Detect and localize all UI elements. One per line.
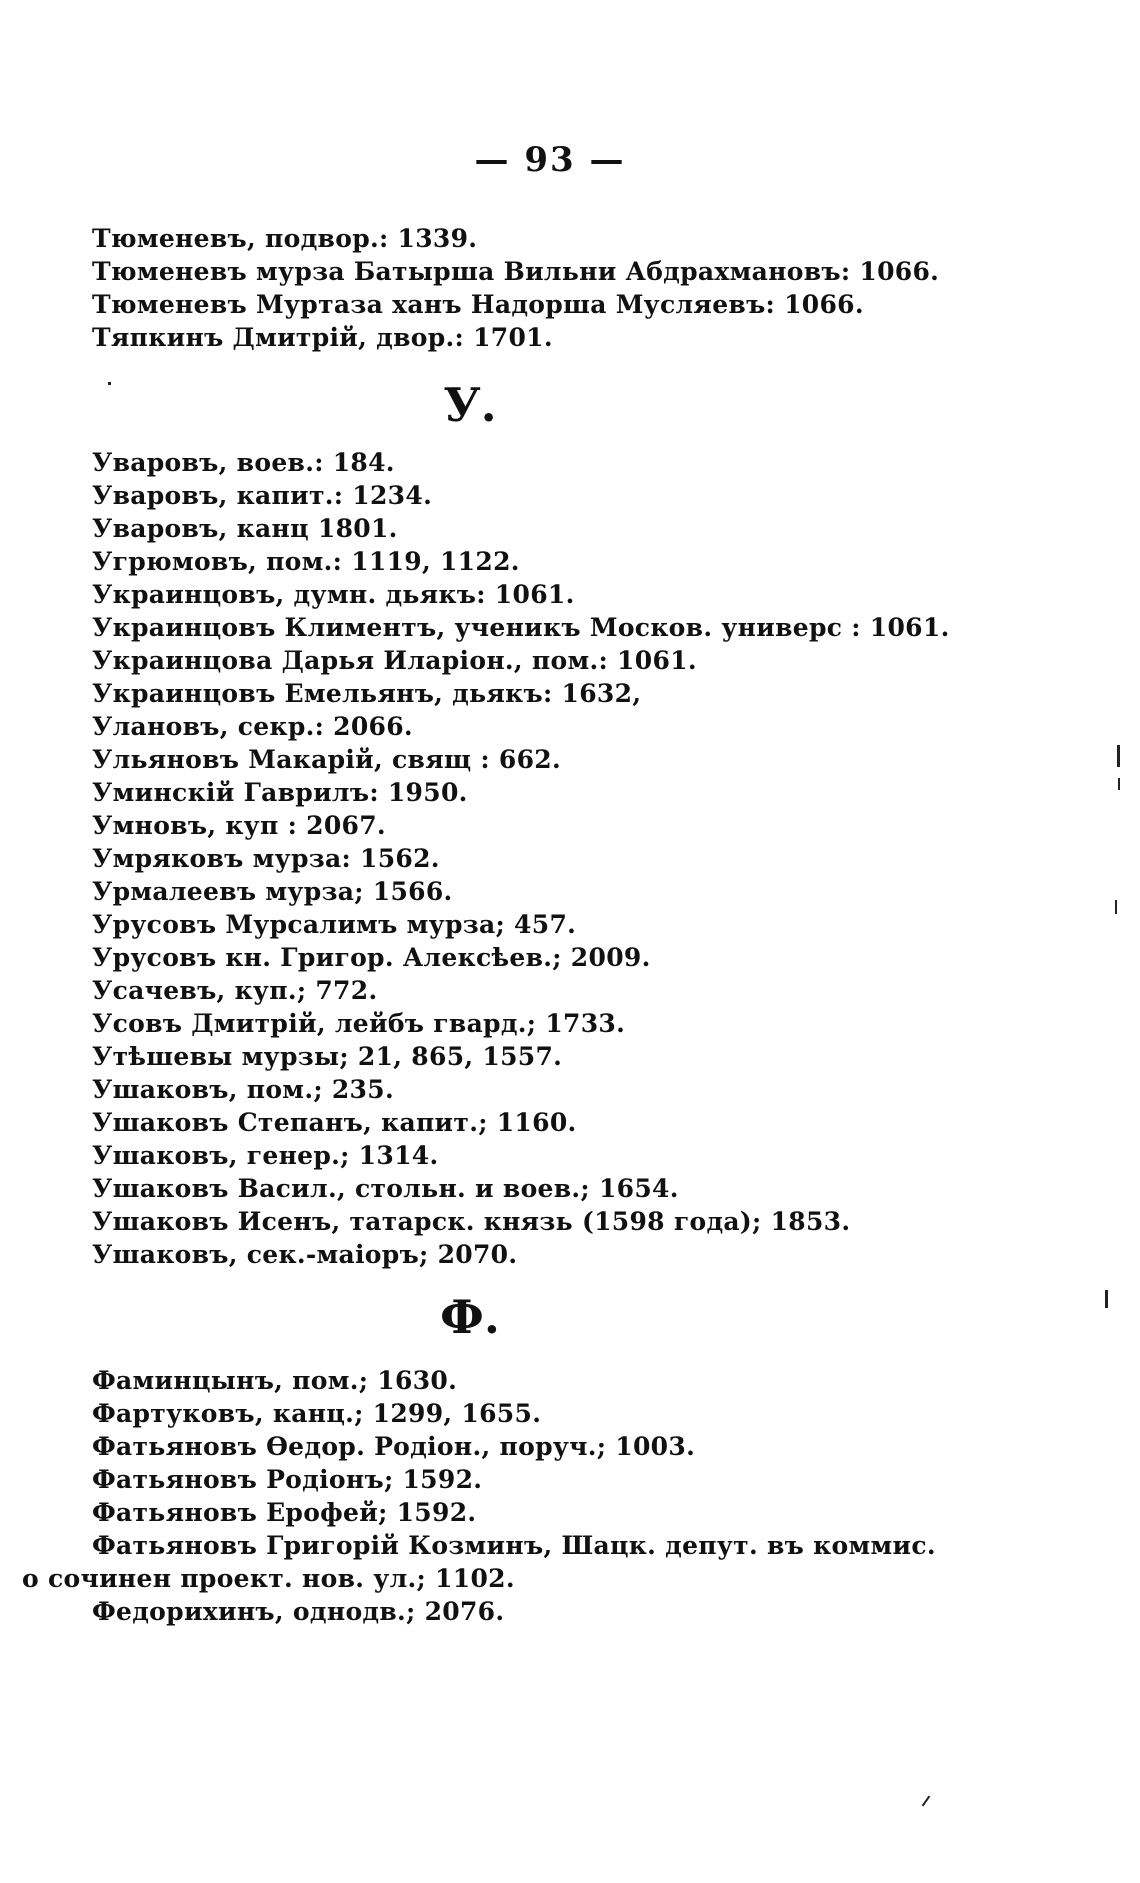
index-entry: Ушаковъ Исенъ, татарск. князь (1598 года); 1853. — [92, 1207, 851, 1236]
index-entry: Умновъ, куп : 2067. — [92, 811, 386, 840]
section-heading-u: У. — [443, 378, 497, 432]
index-entry: Тюменевъ Муртаза ханъ Надорша Мусляевъ: 1066. — [92, 290, 864, 319]
scan-mark — [1115, 900, 1117, 914]
index-entry: Фартуковъ, канц.; 1299, 1655. — [92, 1399, 542, 1428]
index-entry: Умряковъ мурза: 1562. — [92, 844, 440, 873]
index-entry: Тяпкинъ Дмитрій, двор.: 1701. — [92, 323, 553, 352]
index-entry: Урусовъ кн. Григор. Алексѣев.; 2009. — [92, 943, 651, 972]
index-entry: Уваровъ, канц 1801. — [92, 514, 398, 543]
index-entry: Утѣшевы мурзы; 21, 865, 1557. — [92, 1042, 563, 1071]
index-entry: Ушаковъ, пом.; 235. — [92, 1075, 394, 1104]
index-entry: Усачевъ, куп.; 772. — [92, 976, 378, 1005]
index-entry: Усовъ Дмитрій, лейбъ гвард.; 1733. — [92, 1009, 626, 1038]
index-entry: Фатьяновъ Родіонъ; 1592. — [92, 1465, 483, 1494]
scan-mark — [108, 382, 111, 385]
index-entry: Уминскій Гаврилъ: 1950. — [92, 778, 468, 807]
scan-mark — [1105, 1290, 1108, 1308]
entry-list-f — [22, 1364, 1092, 1628]
scan-mark — [922, 1796, 931, 1807]
index-entry: Урмалеевъ мурза; 1566. — [92, 877, 453, 906]
index-entry: Ульяновъ Макарій, свящ : 662. — [92, 745, 561, 774]
index-entry: Улановъ, секр.: 2066. — [92, 712, 413, 741]
index-entry: Урусовъ Мурсалимъ мурза; 457. — [92, 910, 577, 939]
index-entry: Ушаковъ Васил., стольн. и воев.; 1654. — [92, 1174, 679, 1203]
index-entry: Фаминцынъ, пом.; 1630. — [92, 1366, 458, 1395]
scan-mark — [1118, 778, 1120, 790]
page-number: — 93 — — [474, 140, 626, 180]
index-entry: Угрюмовъ, пом.: 1119, 1122. — [92, 547, 520, 576]
index-entry: Украинцовъ Емельянъ, дьякъ: 1632, — [92, 679, 642, 708]
index-entry: Украинцова Дарья Иларіон., пом.: 1061. — [92, 646, 697, 675]
index-entry: Тюменевъ мурза Батырша Вильни Абдрахмановъ: 1066. — [92, 257, 940, 286]
index-entry: Тюменевъ, подвор.: 1339. — [92, 224, 478, 253]
entry-list-top — [92, 222, 1092, 354]
index-entry: Фатьяновъ Ѳедор. Родіон., поруч.; 1003. — [92, 1432, 696, 1461]
index-entry: Уваровъ, воев.: 184. — [92, 448, 395, 477]
index-entry: Украинцовъ Климентъ, ученикъ Москов. универс : 1061. — [92, 613, 950, 642]
index-entry: Фатьяновъ Григорій Козминъ, Шацк. депут. въ коммис. — [92, 1531, 936, 1560]
index-entry: Федорихинъ, однодв.; 2076. — [92, 1597, 505, 1626]
index-entry: Фатьяновъ Ерофей; 1592. — [92, 1498, 477, 1527]
index-entry: Уваровъ, капит.: 1234. — [92, 481, 433, 510]
index-entry: Ушаковъ Степанъ, капит.; 1160. — [92, 1108, 577, 1137]
index-entry: Ушаковъ, сек.-маіоръ; 2070. — [92, 1240, 518, 1269]
index-entry-continuation: о сочинен проект. нов. ул.; 1102. — [22, 1564, 515, 1593]
index-entry: Украинцовъ, думн. дьякъ: 1061. — [92, 580, 575, 609]
scan-mark — [1117, 745, 1120, 767]
entry-list-u — [92, 446, 1092, 1271]
section-heading-f: Ф. — [440, 1290, 500, 1344]
index-entry: Ушаковъ, генер.; 1314. — [92, 1141, 439, 1170]
